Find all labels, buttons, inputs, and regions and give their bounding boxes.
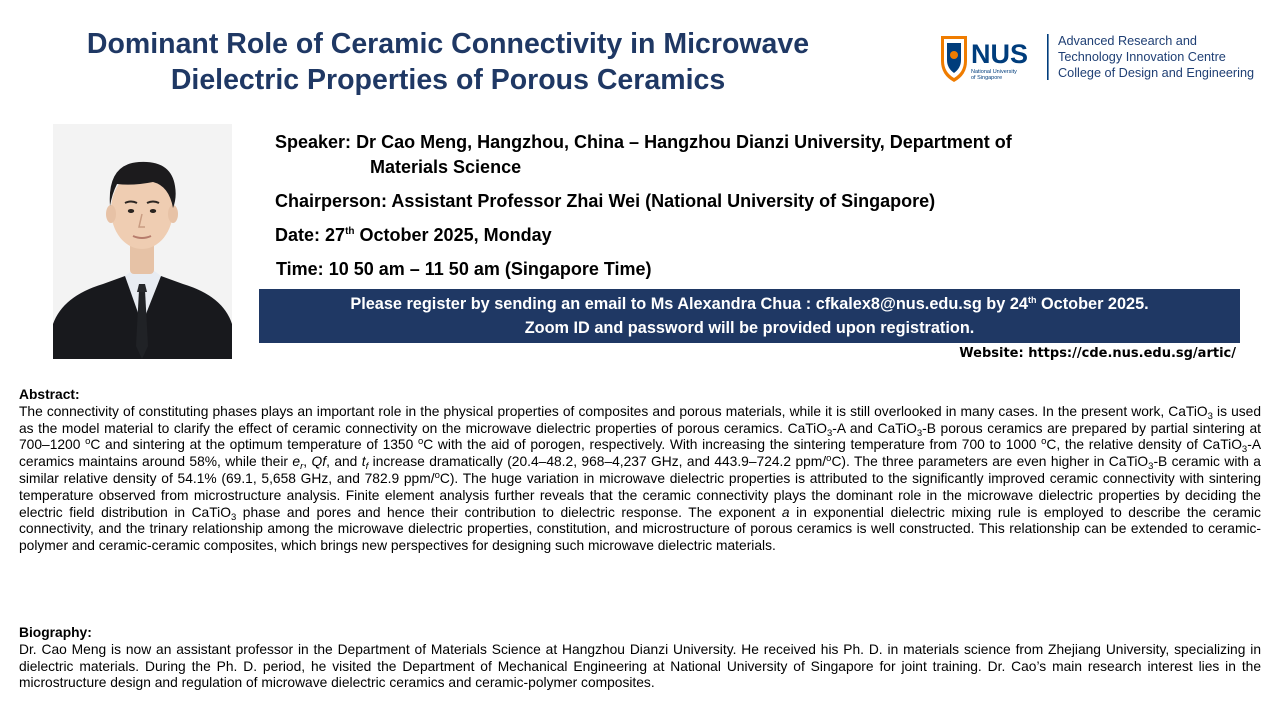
title-line-2: Dielectric Properties of Porous Ceramics xyxy=(170,64,726,96)
time-row xyxy=(276,259,652,280)
speaker-value-cont: Materials Science xyxy=(370,157,522,177)
chairperson-row xyxy=(275,191,935,212)
centre-line-1: Advanced Research and xyxy=(1058,34,1197,48)
registration-line-1 xyxy=(259,292,1240,316)
centre-name xyxy=(1058,33,1254,81)
registration-text: Please register by sending an email to Ms Alexandra Chua : cfkalex8@nus.edu.sg by 24 xyxy=(350,295,1028,313)
time-label: Time: xyxy=(276,259,324,279)
speaker-label: Speaker: xyxy=(275,132,352,152)
centre-line-3: College of Design and Engineering xyxy=(1058,66,1255,80)
registration-line-2: Zoom ID and password will be provided upon registration. xyxy=(524,319,975,337)
speaker-value: Dr Cao Meng, Hangzhou, China – Hangzhou Dianzi University, Department of xyxy=(356,132,1012,152)
registration-banner xyxy=(259,289,1240,343)
chairperson-value: Assistant Professor Zhai Wei (National University of Singapore) xyxy=(391,191,936,211)
time-value: 10 50 am – 11 50 am (Singapore Time) xyxy=(328,259,652,279)
biography-heading: Biography: xyxy=(19,625,92,640)
date-label: Date: xyxy=(275,225,321,245)
date-day: 27 xyxy=(325,225,346,245)
abstract-heading: Abstract: xyxy=(19,387,80,402)
registration-text-end: October 2025. xyxy=(1036,295,1149,313)
crest-caption-1: National University xyxy=(971,69,1017,75)
biography-section xyxy=(19,625,1261,692)
biography-text: Dr. Cao Meng is now an assistant professor in the Department of Materials Science at Hangzhou Dianzi University. He received his Ph. D. in materials science from Zhejiang University, specializing in dielectric materials. During the Ph. D. period, he visited the Department of Mechanical Engineering at National University of Singapore for joint training. Dr. Cao’s main research interest lies in the microstructure design and regulation of microwave dielectric ceramics and ceramic-polymer composites. xyxy=(19,641,1261,691)
date-rest: October 2025, Monday xyxy=(359,225,552,245)
crest-caption-2: of Singapore xyxy=(971,75,1003,81)
nus-logo xyxy=(936,30,1256,92)
speaker-row xyxy=(275,130,1012,177)
centre-line-2: Technology Innovation Centre xyxy=(1058,50,1226,64)
abstract-section xyxy=(19,387,1261,555)
date-suffix: th xyxy=(345,226,355,237)
abstract-text: The connectivity of constituting phases plays an important role in the physical properties of composites and porous materials, while it is still overlooked in many cases. In the present work, CaTiO$_3$ is used as the model material to clarify the effect of ceramic connectivity on the microwave dielectric properties of porous ceramics. CaTiO$_3$-A and CaTiO$_3$-B porous ceramics are prepared by partial sintering at 700–1200 $^o$C and sintering at the optimum temperature of 1350 $^o$C with the aid of porogen, respectively. With increasing the sintering temperature from 700 to 1000 $^o$C, the relative density of CaTiO$_3$-A ceramics maintains around 58%, while their $e_r$, Qf, and $t_f$ increase dramatically (20.4–48.2, 968–4,237 GHz, and 443.9–724.2 ppm/$^o$C). The three parameters are even higher in CaTiO$_3$-B ceramic with a similar relative density of 54.1% (69.1, 5,658 GHz, and 782.9 ppm/$^o$C). The huge variation in microwave dielectric properties is attributed to the significantly improved ceramic connectivity with sintering temperature observed from microstructure analysis. Finite element analysis further reveals that the ceramic connectivity plays the dominant role in the microwave dielectric properties by deciding the electric field distribution in CaTiO$_3$ phase and pores and hence their contribution to dielectric response. The exponent a in exponential dielectric mixing rule is employed to describe the ceramic connectivity, and the trinary relationship among the microwave dielectric properties, constitution, and microstructure of porous ceramics is well constructed. This relationship can be extended to ceramic-polymer and ceramic-ceramic composites, which brings new perspectives for designing such microwave dielectric materials. xyxy=(19,403,1262,554)
website-link[interactable]: Website: https://cde.nus.edu.sg/artic/ xyxy=(959,346,1236,361)
nus-wordmark: NUS xyxy=(971,39,1029,69)
date-row xyxy=(275,225,552,246)
chairperson-label: Chairperson: xyxy=(275,191,388,211)
page-title xyxy=(30,26,866,98)
speaker-photo xyxy=(53,124,232,359)
title-line-1: Dominant Role of Ceramic Connectivity in Microwave xyxy=(86,28,810,60)
registration-suffix: th xyxy=(1027,295,1037,305)
